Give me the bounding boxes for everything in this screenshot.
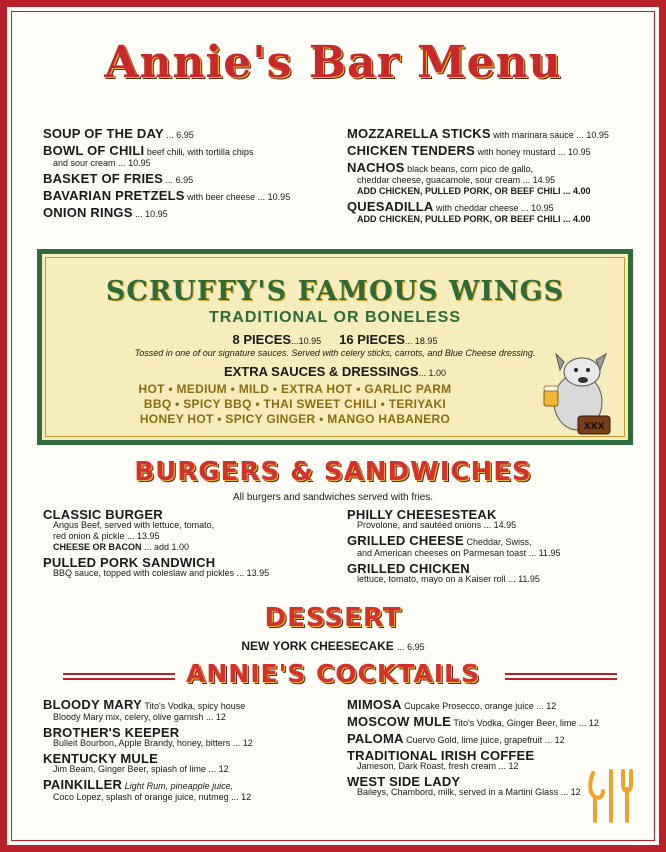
item-desc: with cheddar cheese ... bbox=[436, 203, 529, 213]
item-name: CHICKEN TENDERS bbox=[347, 143, 475, 158]
item-name: MIMOSA bbox=[347, 697, 402, 712]
menu-item bbox=[347, 145, 637, 158]
item-desc: Angus Beef, served with lettuce, tomato, bbox=[53, 520, 215, 530]
item-name: MOZZARELLA STICKS bbox=[347, 126, 491, 141]
sauce-line: HONEY HOT • SPICY GINGER • MANGO HABANERO bbox=[139, 412, 451, 426]
item-desc: lettuce, tomato, mayo on a Kaiser roll ... 11.95 bbox=[357, 574, 540, 584]
fork-knife-logo-icon bbox=[587, 767, 639, 825]
extras-label: EXTRA SAUCES & DRESSINGS bbox=[223, 364, 419, 379]
item-desc: Baileys, Chambord, milk, served in a Martini Glass ... 12 bbox=[357, 787, 581, 797]
wings-title: SCRUFFY'S FAMOUS WINGS bbox=[105, 276, 565, 307]
menu-item bbox=[347, 128, 637, 141]
wings-panel bbox=[37, 249, 633, 445]
item-desc: ... bbox=[135, 209, 143, 219]
item-desc: ... bbox=[165, 175, 174, 185]
item-desc: with beer cheese ... bbox=[187, 192, 266, 202]
wings-description: Tossed in one of our signature sauces. Served with celery sticks, carrots, and Blue Cheese dressing. bbox=[134, 348, 536, 358]
cocktails-left bbox=[43, 699, 339, 807]
item-desc-inline: Cupcake Prosecco, orange juice ... 12 bbox=[404, 701, 557, 711]
item-price: 10.95 bbox=[531, 203, 554, 213]
menu-item bbox=[347, 699, 613, 712]
item-name: PHILLY CHEESESTEAK bbox=[347, 507, 497, 522]
item-name: PULLED PORK SANDWICH bbox=[43, 555, 216, 570]
menu-item bbox=[347, 162, 637, 197]
item-desc-inline: Cuervo Gold, lime juice, grapefruit ... 12 bbox=[406, 735, 565, 745]
menu-item bbox=[43, 207, 333, 220]
item-price: 10.95 bbox=[145, 209, 168, 219]
menu-item bbox=[347, 716, 613, 729]
item-name: CLASSIC BURGER bbox=[43, 507, 163, 522]
item-desc-inline: Tito's Vodka, spicy house bbox=[144, 701, 246, 711]
menu-item bbox=[347, 776, 613, 798]
dessert-price: ... 6.95 bbox=[397, 642, 425, 652]
item-name: NACHOS bbox=[347, 160, 405, 175]
item-name: BOWL OF CHILI bbox=[43, 143, 145, 158]
item-name: GRILLED CHICKEN bbox=[347, 561, 470, 576]
sauce-list bbox=[42, 382, 548, 427]
item-price: 6.95 bbox=[176, 130, 194, 140]
burgers-right bbox=[347, 509, 637, 589]
menu-item bbox=[43, 509, 333, 553]
item-desc: Coco Lopez, splash of orange juice, nutmeg ... 12 bbox=[53, 792, 252, 802]
menu-item bbox=[43, 128, 333, 141]
item-desc: Jim Beam, Ginger Beer, splash of lime ... 12 bbox=[53, 764, 229, 774]
menu-item bbox=[43, 779, 339, 803]
item-name: WEST SIDE LADY bbox=[347, 774, 461, 789]
appetizers-right bbox=[347, 128, 637, 229]
item-name: QUESADILLA bbox=[347, 199, 434, 214]
item-name: BAVARIAN PRETZELS bbox=[43, 188, 185, 203]
dessert-name: NEW YORK CHEESECAKE bbox=[241, 639, 394, 653]
wings-8-label: 8 PIECES bbox=[232, 332, 292, 347]
dessert-item bbox=[7, 639, 659, 653]
item-desc: Jameson, Dark Roast, fresh cream ... 12 bbox=[357, 761, 519, 771]
item-desc-inline: Tito's Vodka, Ginger Beer, lime ... 12 bbox=[453, 718, 599, 728]
item-desc-2: and sour cream ... bbox=[53, 158, 126, 168]
extras-price: ... 1.00 bbox=[418, 368, 447, 378]
burgers-left bbox=[43, 509, 333, 583]
wings-extras bbox=[42, 364, 628, 379]
menu-item bbox=[43, 557, 333, 579]
item-desc: Bloody Mary mix, celery, olive garnish ... 12 bbox=[53, 712, 226, 722]
wings-8-price: ...10.95 bbox=[291, 336, 322, 346]
menu-item bbox=[347, 563, 637, 585]
wings-16-label: 16 PIECES bbox=[339, 332, 405, 347]
item-addon-price: ... add 1.00 bbox=[144, 542, 190, 552]
item-desc: BBQ sauce, topped with coleslaw and pickles ... 13.95 bbox=[53, 568, 270, 578]
item-desc: ... bbox=[166, 130, 174, 140]
item-name: BASKET OF FRIES bbox=[43, 171, 164, 186]
burgers-note: All burgers and sandwiches served with fries. bbox=[232, 492, 434, 503]
menu-item bbox=[43, 190, 333, 203]
item-price: 14.95 bbox=[532, 175, 556, 185]
cocktails-title: ANNIE'S COCKTAILS bbox=[186, 659, 480, 688]
dog-mascot-icon bbox=[542, 350, 614, 436]
item-price: 10.95 bbox=[128, 158, 151, 168]
wings-subtitle: TRADITIONAL OR BONELESS bbox=[208, 309, 462, 326]
appetizers-left bbox=[43, 128, 333, 224]
menu-title: Annie's Bar Menu bbox=[104, 37, 562, 88]
item-desc: with marinara sauce ... bbox=[493, 130, 584, 140]
menu-item bbox=[43, 145, 333, 169]
menu-item bbox=[43, 699, 339, 723]
menu-item bbox=[43, 727, 339, 749]
menu-item bbox=[347, 733, 613, 746]
menu-item bbox=[347, 535, 637, 559]
menu-item bbox=[347, 201, 637, 225]
item-name: BROTHER'S KEEPER bbox=[43, 725, 180, 740]
cocktails-right bbox=[347, 699, 613, 802]
dessert-title: DESSERT bbox=[264, 603, 402, 633]
menu-item bbox=[43, 173, 333, 186]
item-name: SOUP OF THE DAY bbox=[43, 126, 164, 141]
item-name: KENTUCKY MULE bbox=[43, 751, 159, 766]
item-addon: ADD CHICKEN, PULLED PORK, OR BEEF CHILI ... 4.00 bbox=[357, 214, 591, 224]
item-name: MOSCOW MULE bbox=[347, 714, 452, 729]
item-price: 6.95 bbox=[175, 175, 194, 185]
item-desc: Provolone, and sautéed onions ... 14.95 bbox=[357, 520, 517, 530]
wings-16-price: ... 18.95 bbox=[404, 336, 438, 346]
item-name: GRILLED CHEESE bbox=[347, 533, 464, 548]
item-price: 10.95 bbox=[267, 192, 291, 202]
item-desc: and American cheeses on Parmesan toast ... 11.95 bbox=[357, 548, 561, 558]
item-desc: beef chili, with tortilla chips bbox=[146, 147, 254, 157]
wings-prices bbox=[42, 332, 628, 347]
item-addon: CHEESE OR BACON bbox=[53, 542, 142, 552]
item-name: PAINKILLER bbox=[43, 777, 123, 792]
item-desc-inline: Light Rum, pineapple juice, bbox=[124, 781, 234, 791]
item-addon: ADD CHICKEN, PULLED PORK, OR BEEF CHILI ... 4.00 bbox=[357, 186, 591, 196]
item-name: PALOMA bbox=[347, 731, 404, 746]
item-price: 10.95 bbox=[568, 147, 591, 157]
item-desc-inline: Cheddar, Swiss, bbox=[466, 537, 532, 547]
item-desc-2: red onion & pickle ... 13.95 bbox=[53, 531, 160, 541]
item-name: ONION RINGS bbox=[43, 205, 133, 220]
menu-item bbox=[347, 750, 613, 772]
menu-item bbox=[347, 509, 637, 531]
sauce-line: HOT • MEDIUM • MILD • EXTRA HOT • GARLIC PARM bbox=[138, 382, 452, 396]
sauce-line: BBQ • SPICY BBQ • THAI SWEET CHILI • TERIYAKI bbox=[143, 397, 447, 411]
menu-item bbox=[43, 753, 339, 775]
item-name: BLOODY MARY bbox=[43, 697, 142, 712]
item-price: 10.95 bbox=[586, 130, 609, 140]
item-desc: with honey mustard ... bbox=[477, 147, 566, 157]
item-desc-2: cheddar cheese, guacamole, sour cream ... bbox=[357, 175, 531, 185]
burgers-title: BURGERS & SANDWICHES bbox=[134, 457, 532, 487]
crate-label: XXX bbox=[583, 422, 605, 432]
item-name: TRADITIONAL IRISH COFFEE bbox=[347, 748, 535, 763]
item-desc: black beans, corn pico de gallo, bbox=[407, 164, 534, 174]
item-desc: Bulleit Bourbon, Apple Brandy, honey, bitters ... 12 bbox=[53, 738, 253, 748]
